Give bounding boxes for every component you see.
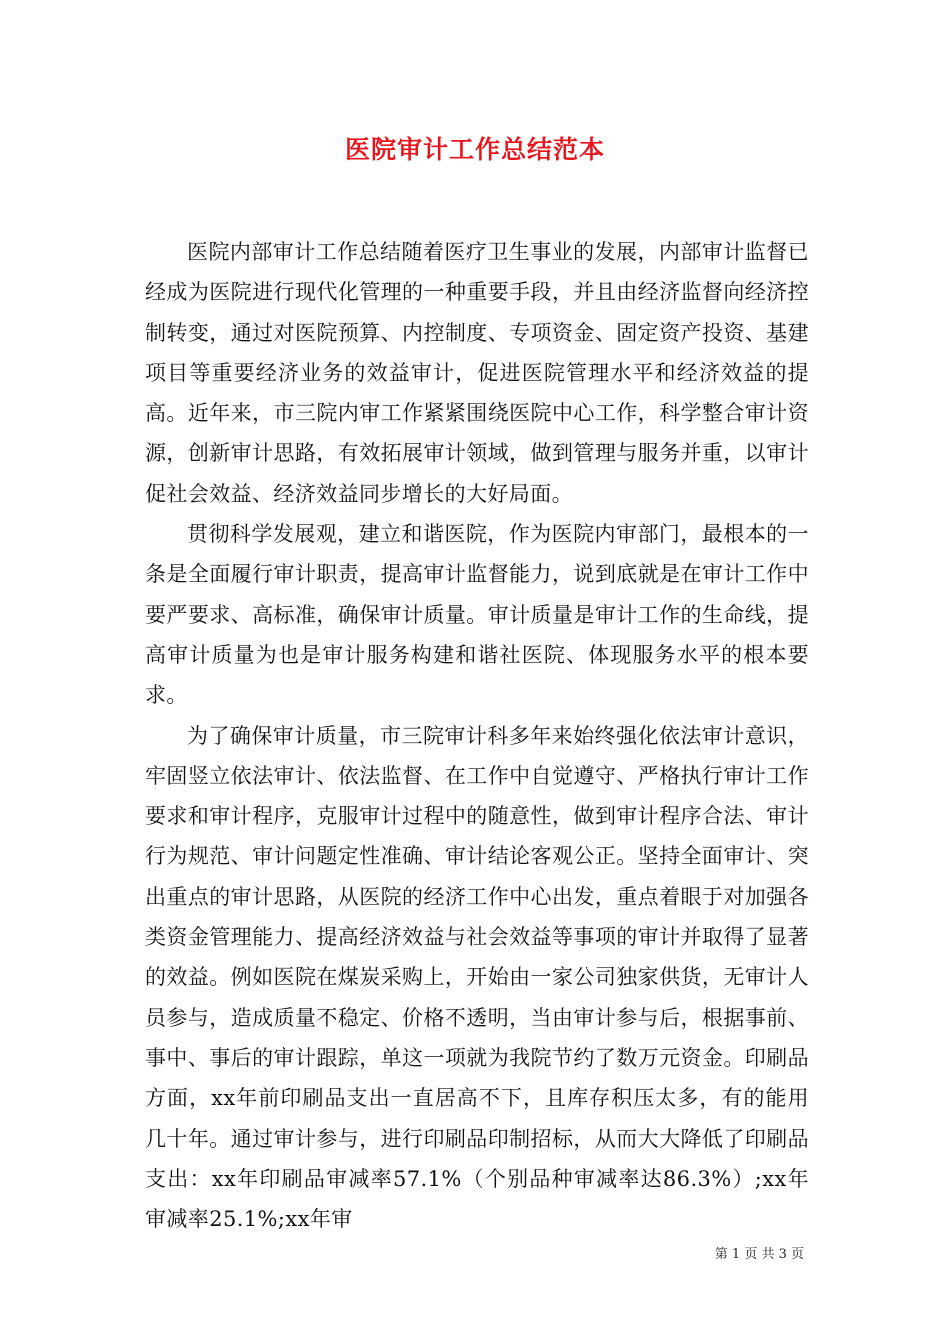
page-title: 医院审计工作总结范本 <box>344 135 605 164</box>
document-body <box>145 232 809 1239</box>
paragraph-1: 医院内部审计工作总结随着医疗卫生事业的发展，内部审计监督已经成为医院进行现代化管理的一种重要手段，并且由经济监督向经济控制转变，通过对医院预算、内控制度、专项资金、固定资产投资、基建项目等重要经济业务的效益审计，促进医院管理水平和经济效益的提高。近年来，市三院内审工作紧紧围绕医院中心工作，科学整合审计资源，创新审计思路，有效拓展审计领域，做到管理与服务并重，以审计促社会效益、经济效益同步增长的大好局面。 <box>145 240 809 506</box>
page-number: 第 1 页 共 3 页 <box>714 1247 804 1262</box>
paragraph-2: 贯彻科学发展观，建立和谐医院，作为医院内审部门，最根本的一条是全面履行审计职责，提高审计监督能力，说到底就是在审计工作中要严要求、高标准，确保审计质量。审计质量是审计工作的生命线，提高审计质量为也是审计服务构建和谐社医院、体现服务水平的根本要求。 <box>145 522 809 708</box>
paragraph-3: 为了确保审计质量，市三院审计科多年来始终强化依法审计意识，牢固竖立依法审计、依法监督、在工作中自觉遵守、严格执行审计工作要求和审计程序，克服审计过程中的随意性，做到审计程序合法、审计行为规范、审计问题定性准确、审计结论客观公正。坚持全面审计、突出重点的审计思路，从医院的经济工作中心出发，重点着眼于对加强各类资金管理能力、提高经济效益与社会效益等事项的审计并取得了显著的效益。例如医院在煤炭采购上，开始由一家公司独家供货，无审计人员参与，造成质量不稳定、价格不透明，当由审计参与后，根据事前、事中、事后的审计跟踪，单这一项就为我院节约了数万元资金。印刷品方面，xx年前印刷品支出一直居高不下，且库存积压太多，有的能用几十年。通过审计参与，进行印刷品印制招标，从而大大降低了印刷品支出：xx年印刷品审减率57.1%（个别品种审减率达86.3%）;xx年审减率25.1%;xx年审 <box>145 723 809 1232</box>
